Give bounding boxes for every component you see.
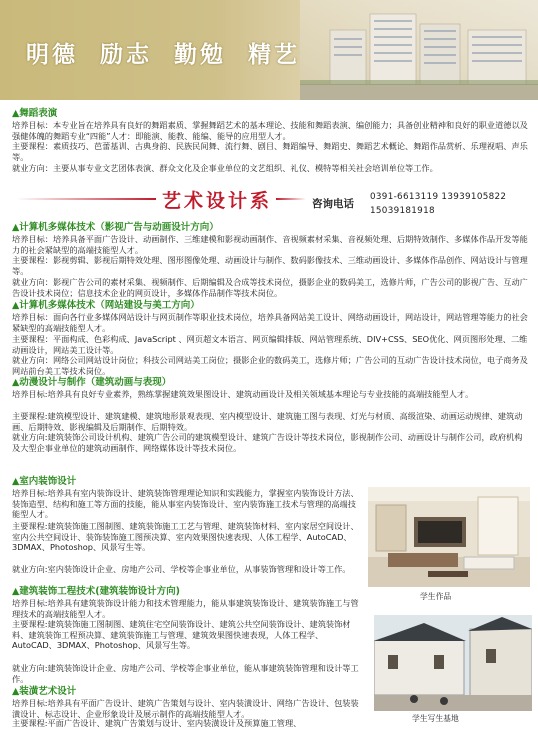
section-title: ▲计算机多媒体技术（网站建设与美工方向） [12, 300, 200, 311]
header-banner [0, 0, 538, 100]
section-paragraph: 主要课程:建筑模型设计、建筑建模、建筑地形景观表现、室内模型设计、建筑施工图与表现、灯光与材质、高级渲染、动画运动规律、建筑动画、后期特效、影视编辑及后期制作、后期特效。 [12, 411, 523, 432]
section-paragraph: 主要课程：素质技巧、芭蕾基训、古典身韵、民族民间舞、流行舞、剧目、舞蹈编导、舞蹈史、舞蹈艺术概论、舞蹈作品赏析、乐理视唱、声乐等。 [12, 141, 528, 162]
section-paragraph: 培养目标：面向各行业多媒体网站设计与网页制作等职业技术岗位，培养具备网站美工设计、网络动画设计，网站设计，网站管理等能力的社会紧缺型的高端技能型人才。 [12, 312, 528, 333]
section-paragraph: 主要课程:建筑装饰施工图制图、建筑装饰施工工艺与管理、建筑装饰材料、室内家居空间设计、室内公共空间设计、装饰装饰施工图预决算、室内效果图快速表现、人体工程学、AutoCAD、3DMAX、Photoshop、风景写生等。 [12, 521, 359, 553]
photo-caption-student-works: 学生作品 [420, 592, 452, 601]
banner-divider-right [276, 198, 306, 200]
section-paragraph: 就业方向:建筑装饰设计企业、房地产公司、学校等企事业单位，能从事建筑装饰管理和设计等工作。 [12, 663, 359, 684]
interior-living-room-icon [368, 487, 530, 587]
section-paragraph: 培养目标:培养具有良好专业素养，熟练掌握建筑效果图设计、建筑动画设计及相关领域基本理论与专业技能的高端技能型人才。 [12, 389, 474, 399]
section-paragraph: 培养目标：培养具备平面广告设计、动画制作、三维建模和影视动画制作、音视频素材采集、音视频处理、后期特效制作、多媒体作品开发等能力的社会紧缺型的高端技能型人才。 [12, 234, 528, 255]
section-paragraph: 主要课程:平面广告设计、建筑广告策划与设计、室内装潢设计及预算施工管理、 [12, 718, 302, 728]
section-paragraph: 主要课程：影视剪辑、影视后期特效处理、图形图像处理、动画设计与制作、数码影像技术、三维动画设计、多媒体作品创作、网站设计与管理等。 [12, 255, 528, 276]
section-title: ▲室内装饰设计 [12, 476, 77, 487]
photo-caption-sketch-base: 学生写生基地 [412, 714, 459, 723]
section-title: ▲装潢艺术设计 [12, 686, 77, 697]
department-title: 艺术设计系 [162, 190, 273, 212]
phone-number-2: 15039181918 [370, 206, 435, 216]
phone-label: 咨询电话 [312, 198, 354, 210]
section-paragraph: 主要课程：平面构成、色彩构成、JavaScript 、网页超文本语言、网页编辑排版、网站管理系统、DIV+CSS、SEO优化、网页图形处理、二维动画设计，网站美工设计等。 [12, 334, 528, 355]
section-paragraph: 就业方向:建筑装饰公司设计机构、建筑广告公司的建筑模型设计、建筑广告设计等技术岗位，影视制作公司、动画设计与制作公司，政府机构及大型企事业单位的建筑动画制作、网络媒体设计等技术岗位。 [12, 432, 523, 453]
banner-divider-left [16, 198, 156, 200]
section-paragraph: 就业方向:室内装饰设计企业、房地产公司、学校等企事业单位，从事装饰管理和设计等工作。 [12, 564, 351, 574]
section-paragraph: 就业方向：网络公司网站设计岗位；科技公司网站美工岗位；摄影企业的数码美工，选修片师；广告公司的互动广告设计技术岗位，电子商务及网站前台美工等技术岗位。 [12, 355, 528, 376]
section-title: ▲舞蹈表演 [12, 108, 58, 119]
phone-number-1: 0391-6613119 13939105822 [370, 192, 507, 202]
section-title: ▲建筑装饰工程技术(建筑装饰设计方向) [12, 586, 180, 597]
section-paragraph: 培养目标:培养具有建筑装饰设计能力和技术管理能力，能从事建筑装饰设计、建筑装饰施工与管理技术的高端技能型人才。 [12, 598, 359, 619]
section-paragraph: 培养目标:培养具有平面广告设计、建筑广告策划与设计、室内装潢设计、网络广告设计、包装装潢设计、标志设计、企业形象设计及展示制作的高端技能型人才。 [12, 698, 359, 719]
section-paragraph: 培养目标:培养具有室内装饰设计、建筑装饰管理理论知识和实践能力，掌握室内装饰设计方法、装饰造型、结构和施工等方面的技能，能从事室内装饰设计、室内装饰施工技术与管理的高端技能型人才。 [12, 488, 359, 520]
section-title: ▲动漫设计与制作（建筑动画与表现） [12, 377, 172, 388]
section-paragraph: 培养目标：本专业旨在培养具有良好的舞蹈素质、掌握舞蹈艺术的基本理论、技能和舞蹈表演、编创能力；具备创业精神和良好的职业道德以及强健体魄的舞蹈专业“四能”人才：即能演、能教、能编、能导的应用型人才。 [12, 120, 528, 141]
village-sketch-base-icon [374, 615, 532, 711]
section-title: ▲计算机多媒体技术（影视广告与动画设计方向） [12, 222, 219, 233]
campus-buildings-icon [300, 0, 538, 100]
section-paragraph: 就业方向：主要从事专业文艺团体表演、群众文化及企事业单位的文艺组织、礼仪、模特等相关社会培训单位等工作。 [12, 163, 438, 173]
section-paragraph: 主要课程:建筑装饰施工图制图、建筑住宅空间装饰设计、建筑公共空间装饰设计、建筑装饰材料、建筑装饰工程预决算、建筑装饰施工与管理、建筑效果图快速表现，人体工程学、AutoCAD、3DMAX、Photoshop、风景写生等。 [12, 619, 351, 651]
motto-title: 明德 励志 勤勉 精艺 [26, 42, 301, 68]
section-paragraph: 就业方向：影视广告公司的素材采集、视频制作、后期编辑及合成等技术岗位，摄影企业的数码美工，选修片师，广告公司的影视广告、互动广告设计技术岗位；信息技术企业的网页设计，多媒体作品制作等技术岗位。 [12, 277, 528, 298]
